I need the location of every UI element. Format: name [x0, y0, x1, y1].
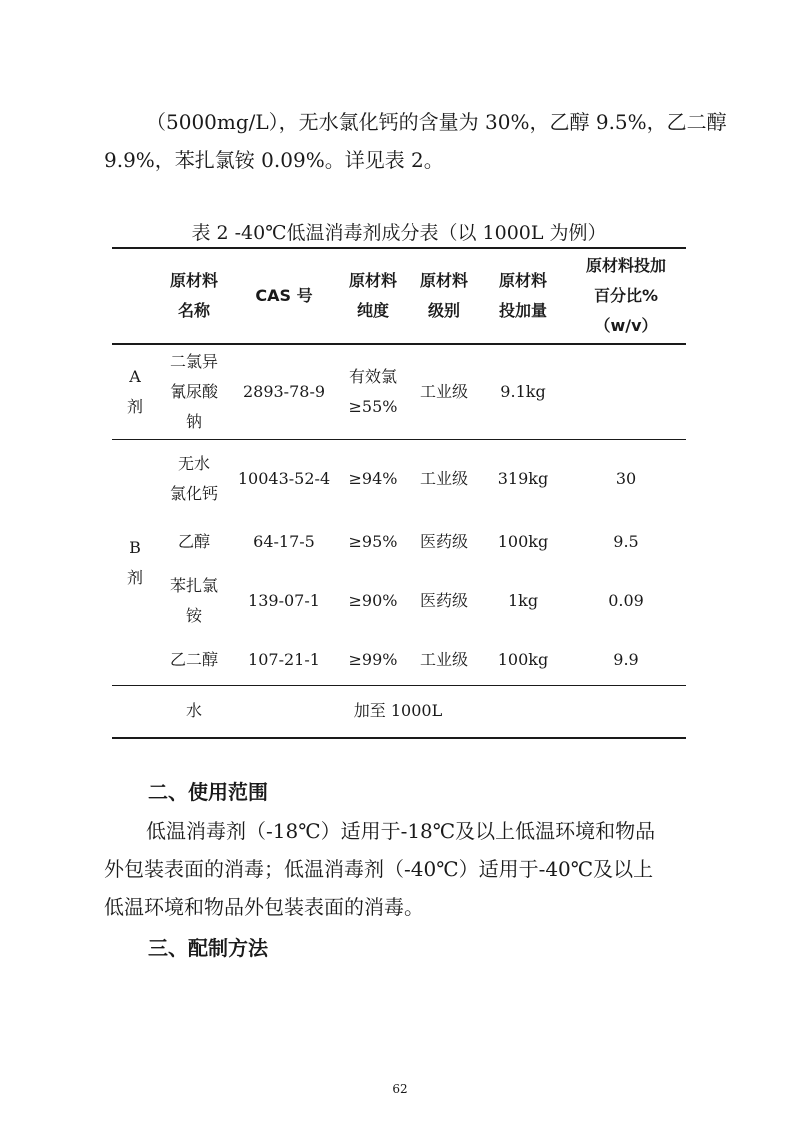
intro-paragraph: [104, 103, 727, 179]
composition-table: [112, 247, 686, 739]
intro-line-1: （5000mg/L），无水氯化钙的含量为 30%，乙醇 9.5%，乙二醇: [146, 110, 727, 134]
cell-name: 水: [158, 686, 230, 738]
group-label-b: B 剂: [112, 440, 158, 686]
cell-name: 二氯异 氰尿酸 钠: [158, 344, 230, 440]
cell-amount: 319kg: [497, 468, 549, 488]
cell-grade: 医药级: [419, 531, 468, 551]
page-number: 62: [392, 1082, 408, 1096]
cell-amount: 100kg: [497, 531, 549, 551]
cell-name: 苯扎氯 铵: [169, 575, 218, 625]
table-row: [112, 636, 686, 686]
usage-line-1: 低温消毒剂（-18℃）适用于-18℃及以上低温环境和物品: [146, 819, 656, 843]
table-header-row: [112, 248, 686, 344]
table-caption: 表 2 -40℃低温消毒剂成分表（以 1000L 为例）: [191, 222, 607, 244]
cell-cas: 107-21-1: [230, 636, 338, 686]
table-row: [112, 440, 686, 518]
cell-cas: 10043-52-4: [237, 468, 331, 488]
header-purity: 原材料 纯度: [338, 248, 408, 344]
cell-purity: ≥99%: [338, 636, 408, 686]
section-heading-preparation: 三、配制方法: [148, 936, 268, 960]
table-row: [112, 518, 686, 566]
cell-cas: 2893-78-9: [230, 344, 338, 440]
usage-paragraph: [104, 812, 700, 926]
header-grade: 原材料 级别: [408, 248, 480, 344]
cell-percent: 9.5: [613, 531, 639, 551]
cell-grade: 医药级: [419, 590, 468, 610]
cell-purity: ≥95%: [348, 531, 398, 551]
cell-amount: 9.1kg: [480, 344, 566, 440]
table-row: [112, 344, 686, 440]
header-name: 原材料 名称: [158, 248, 230, 344]
cell-purity: ≥94%: [348, 468, 398, 488]
section-heading-usage: 二、使用范围: [148, 780, 268, 804]
cell-purity: 有效氯 ≥55%: [338, 344, 408, 440]
table-row-water: [112, 686, 686, 738]
cell-cas: 139-07-1: [248, 590, 320, 610]
cell-percent: 0.09: [608, 590, 644, 610]
cell-purity: ≥90%: [348, 590, 398, 610]
cell-name: 乙二醇: [158, 636, 230, 686]
cell-grade: 工业级: [419, 468, 468, 488]
cell-grade: 工业级: [408, 344, 480, 440]
usage-line-3: 低温环境和物品外包装表面的消毒。: [104, 895, 424, 919]
cell-name: 无水 氯化钙: [169, 453, 218, 503]
intro-line-2: 9.9%，苯扎氯铵 0.09%。详见表 2。: [104, 148, 444, 172]
usage-line-2: 外包装表面的消毒；低温消毒剂（-40℃）适用于-40℃及以上: [104, 857, 654, 881]
table-row: [112, 566, 686, 636]
cell-percent: [566, 344, 686, 440]
cell-percent: 9.9: [566, 636, 686, 686]
cell-amount: 1kg: [507, 590, 539, 610]
cell-water-note: 加至 1000L: [230, 686, 566, 738]
header-cas: CAS 号: [230, 248, 338, 344]
header-group: [112, 248, 158, 344]
header-amount: 原材料 投加量: [480, 248, 566, 344]
cell-cas: 64-17-5: [253, 531, 315, 551]
cell-grade: 工业级: [408, 636, 480, 686]
header-percent: 原材料投加 百分比% （w/v）: [566, 248, 686, 344]
cell-name: 乙醇: [177, 531, 210, 551]
cell-percent: 30: [615, 468, 637, 488]
group-label-a: A 剂: [112, 344, 158, 440]
cell-amount: 100kg: [480, 636, 566, 686]
